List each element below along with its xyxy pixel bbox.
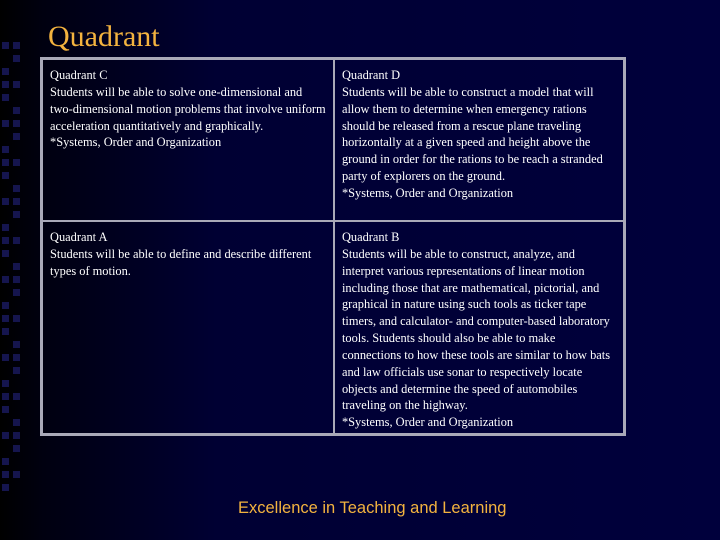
decorative-square [13,55,20,62]
decorative-square [2,172,9,179]
decorative-square [13,276,20,283]
table-row [42,221,624,434]
decorative-square [13,289,20,296]
quadrant-c-cell [42,59,334,221]
decorative-square [2,328,9,335]
decorative-square [13,198,20,205]
decorative-square [2,120,9,127]
decorative-square [2,159,9,166]
decorative-square [2,315,9,322]
decorative-square [2,393,9,400]
decorative-square [13,185,20,192]
decorative-square [13,133,20,140]
decorative-square [2,354,9,361]
decorative-square [2,276,9,283]
decorative-square [13,120,20,127]
decorative-square [13,211,20,218]
decorative-square [13,393,20,400]
quadrant-c-tag: *Systems, Order and Organization [50,135,222,150]
quadrant-b-tag: *Systems, Order and Organization [341,415,514,430]
decorative-square [13,42,20,49]
slide-title: Quadrant [48,20,160,53]
quadrant-c-name: Quadrant C [50,68,108,82]
decorative-square [2,146,9,153]
quadrant-b-text: Students will be able to construct, analyze, and interpret various representations of linear motion including those that are mathematical, pictorial, and graphical in nature using such tools as ticker tape timers, and calculator- and computer-based laboratory tools. Students should also be able to make connections to how these tools are similar to how bats and law officials use sonar to respectively locate objects and determine the speed of automobiles traveling on the highway. [341,246,611,413]
decorative-square [13,419,20,426]
decorative-square [2,250,9,257]
slide-footer: Excellence in Teaching and Learning [238,499,507,517]
quadrant-b-cell [334,221,624,434]
decorative-square [2,237,9,244]
decorative-square [13,81,20,88]
decorative-square [2,68,9,75]
decorative-square [2,224,9,231]
decorative-square [2,302,9,309]
decorative-square [2,94,9,101]
decorative-square [2,380,9,387]
quadrant-b-name: Quadrant B [341,230,400,244]
decorative-square [2,198,9,205]
quadrant-a-cell [42,221,334,434]
decorative-square [2,484,9,491]
quadrant-d-tag: *Systems, Order and Organization [341,185,514,200]
quadrant-d-name: Quadrant D [341,68,401,82]
decorative-square [2,406,9,413]
quadrant-a-name: Quadrant A [50,230,108,244]
decorative-square [13,159,20,166]
decorative-square-pattern [2,42,24,502]
decorative-square [2,81,9,88]
decorative-square [13,107,20,114]
decorative-square [2,432,9,439]
decorative-square [2,42,9,49]
decorative-square [13,432,20,439]
quadrant-c-text: Students will be able to solve one-dimensional and two-dimensional motion problems that involve uniform acceleration quantitatively and graphically. [50,84,326,133]
decorative-square [2,471,9,478]
quadrant-a-text: Students will be able to define and describe different types of motion. [50,246,312,278]
decorative-square [2,458,9,465]
quadrant-table [40,57,626,436]
quadrant-d-text: Students will be able to construct a model that will allow them to determine when emergency rations should be released from a rescue plane traveling horizontally at a given speed and height above the ground in order for the rations to be reach a stranded party of explorers on the ground. [341,84,603,184]
decorative-square [13,315,20,322]
decorative-square [13,341,20,348]
decorative-square [13,445,20,452]
table-row [42,59,624,221]
decorative-square [13,237,20,244]
quadrant-d-cell [334,59,624,221]
decorative-square [13,367,20,374]
decorative-square [13,263,20,270]
decorative-square [13,471,20,478]
decorative-square [13,354,20,361]
